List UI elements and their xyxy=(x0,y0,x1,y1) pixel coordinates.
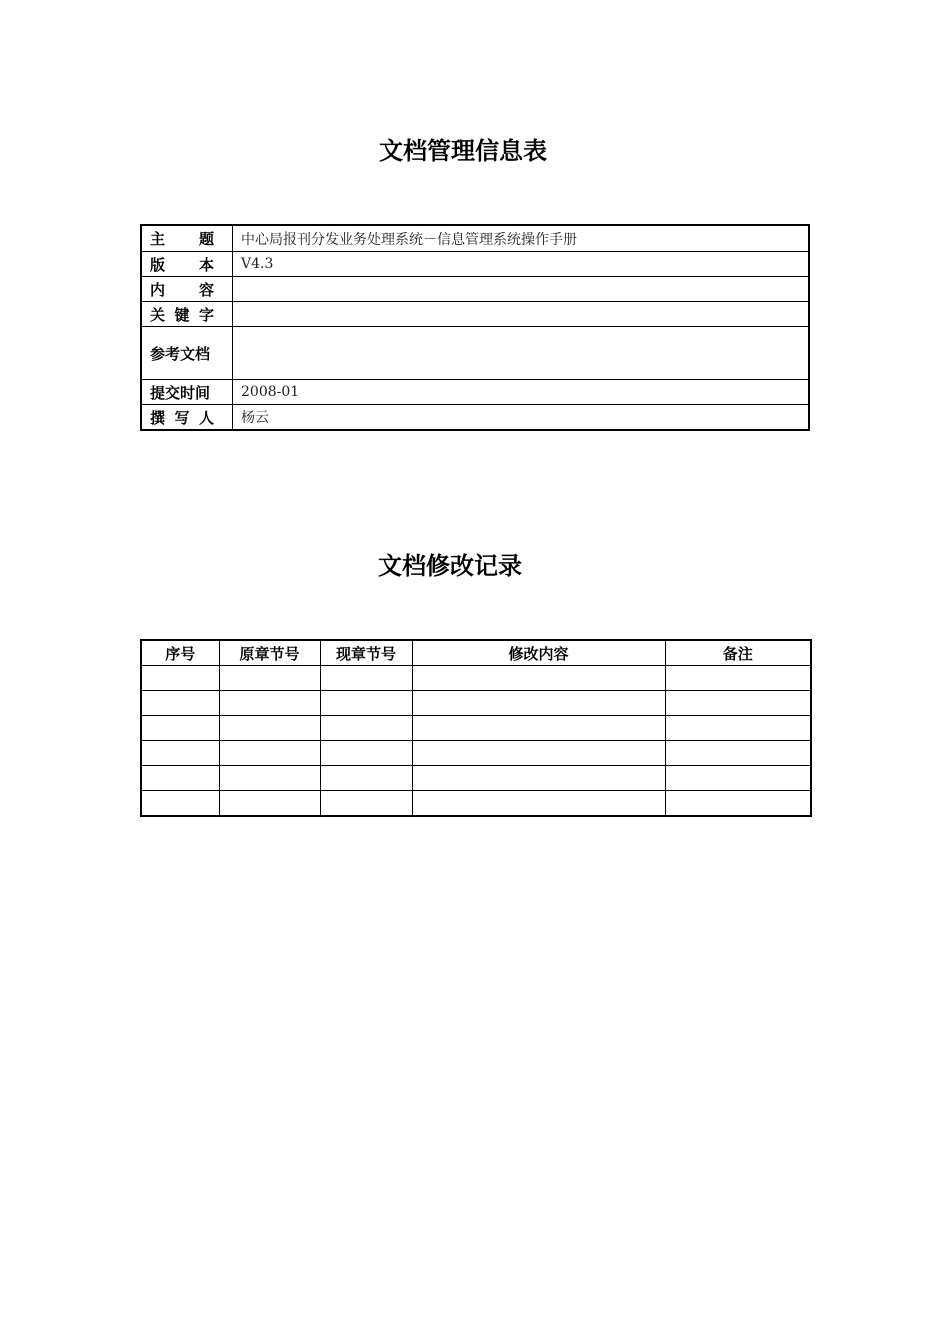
cell xyxy=(665,766,811,791)
cell xyxy=(412,741,665,766)
table-row xyxy=(141,716,811,741)
cell xyxy=(141,766,219,791)
cell xyxy=(412,691,665,716)
cell xyxy=(320,766,412,791)
info-value-version: V4.3 xyxy=(233,252,810,277)
table-row xyxy=(141,766,811,791)
label-char: 人 xyxy=(198,408,214,427)
cell xyxy=(665,741,811,766)
info-value-submit-time: 2008-01 xyxy=(233,380,810,405)
table-row xyxy=(141,791,811,817)
cell xyxy=(219,741,320,766)
info-label-submit-time: 提交时间 xyxy=(141,380,233,405)
cell xyxy=(412,666,665,691)
info-label-author xyxy=(141,405,233,431)
label-char: 内 xyxy=(150,280,166,299)
label-char: 关 xyxy=(150,305,166,324)
header-original-section: 原章节号 xyxy=(219,640,320,666)
header-current-section: 现章节号 xyxy=(320,640,412,666)
cell xyxy=(665,791,811,817)
revision-table-title: 文档修改记录 xyxy=(378,552,522,580)
info-value-subject: 中心局报刊分发业务处理系统－信息管理系统操作手册 xyxy=(233,225,810,252)
revision-header-row xyxy=(141,640,811,666)
label-char: 容 xyxy=(198,280,214,299)
label-char: 键 xyxy=(174,305,190,324)
cell xyxy=(141,716,219,741)
cell xyxy=(219,791,320,817)
cell xyxy=(219,716,320,741)
info-label-keywords xyxy=(141,302,233,327)
info-label-version xyxy=(141,252,233,277)
cell xyxy=(219,691,320,716)
cell xyxy=(665,691,811,716)
info-row-author xyxy=(141,405,809,431)
revision-record-table xyxy=(140,639,812,817)
cell xyxy=(320,666,412,691)
label-char: 版 xyxy=(150,255,166,274)
cell xyxy=(665,716,811,741)
info-value-references xyxy=(233,327,810,380)
cell xyxy=(320,791,412,817)
label-char: 主 xyxy=(150,230,166,248)
cell xyxy=(412,766,665,791)
info-label-subject xyxy=(141,225,233,252)
cell xyxy=(219,666,320,691)
cell xyxy=(320,691,412,716)
table-row xyxy=(141,691,811,716)
table-row xyxy=(141,741,811,766)
info-value-author: 杨云 xyxy=(233,405,810,431)
label-char: 撰 xyxy=(150,408,166,427)
info-row-content xyxy=(141,277,809,302)
cell xyxy=(141,666,219,691)
info-row-subject xyxy=(141,225,809,252)
info-value-keywords xyxy=(233,302,810,327)
info-table-title: 文档管理信息表 xyxy=(379,137,547,165)
header-remarks: 备注 xyxy=(665,640,811,666)
cell xyxy=(219,766,320,791)
cell xyxy=(320,716,412,741)
cell xyxy=(412,716,665,741)
document-info-table xyxy=(140,224,810,431)
label-char: 写 xyxy=(174,408,190,427)
cell xyxy=(141,791,219,817)
info-label-content xyxy=(141,277,233,302)
cell xyxy=(665,666,811,691)
label-char: 本 xyxy=(198,255,214,274)
cell xyxy=(320,741,412,766)
info-row-references xyxy=(141,327,809,380)
info-row-submit-time xyxy=(141,380,809,405)
info-row-version xyxy=(141,252,809,277)
cell xyxy=(141,691,219,716)
header-change-content: 修改内容 xyxy=(412,640,665,666)
info-value-content xyxy=(233,277,810,302)
label-char: 字 xyxy=(198,305,214,324)
header-seq: 序号 xyxy=(141,640,219,666)
cell xyxy=(412,791,665,817)
info-label-references: 参考文档 xyxy=(141,327,233,380)
info-row-keywords xyxy=(141,302,809,327)
label-char: 题 xyxy=(198,230,214,248)
cell xyxy=(141,741,219,766)
table-row xyxy=(141,666,811,691)
